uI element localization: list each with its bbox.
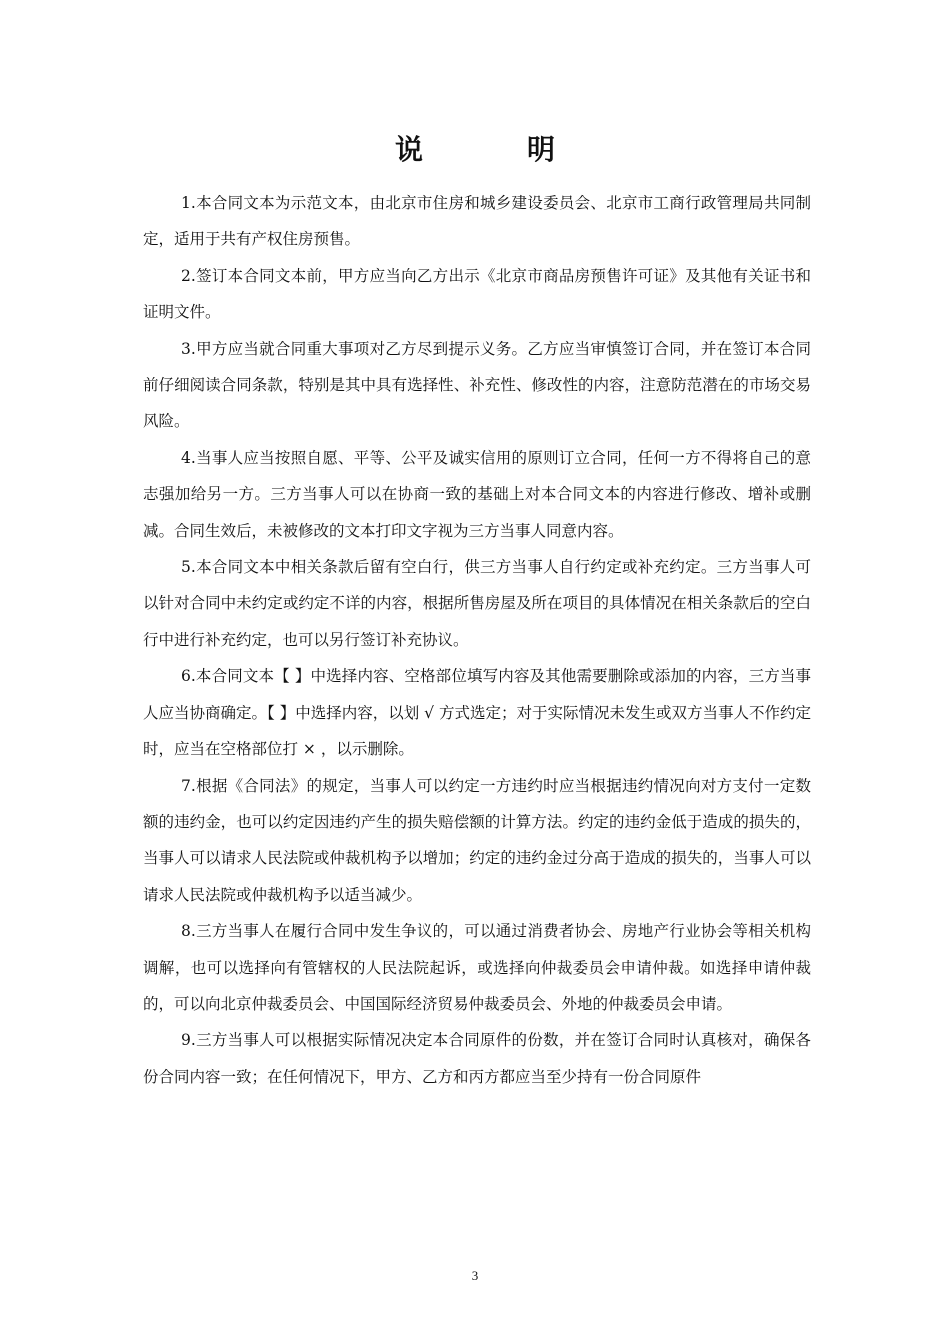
paragraph-2: 2.签订本合同文本前，甲方应当向乙方出示《北京市商品房预售许可证》及其他有关证书和证明文件。: [143, 266, 811, 322]
paragraph-1: 1.本合同文本为示范文本，由北京市住房和城乡建设委员会、北京市工商行政管理局共同制定，适用于共有产权住房预售。: [143, 194, 811, 249]
paragraph-9: 9.三方当事人可以根据实际情况决定本合同原件的份数，并在签订合同时认真核对，确保各份合同内容一致；在任何情况下，甲方、乙方和丙方都应当至少持有一份合同原件: [143, 1031, 811, 1086]
page-number: 3: [471, 1268, 479, 1283]
paragraph-4: 4.当事人应当按照自愿、平等、公平及诚实信用的原则订立合同，任何一方不得将自己的意志强加给另一方。三方当事人可以在协商一致的基础上对本合同文本的内容进行修改、增补或删减。合同生效后，未被修改的文本打印文字视为三方当事人同意内容。: [143, 448, 811, 540]
paragraph-3: 3.甲方应当就合同重大事项对乙方尽到提示义务。乙方应当审慎签订合同，并在签订本合同前仔细阅读合同条款，特别是其中具有选择性、补充性、修改性的内容，注意防范潜在的市场交易风险。: [143, 339, 811, 431]
paragraph-8: 8.三方当事人在履行合同中发生争议的，可以通过消费者协会、房地产行业协会等相关机构调解，也可以选择向有管辖权的人民法院起诉，或选择向仲裁委员会申请仲裁。如选择申请仲裁的，可以向北京仲裁委员会、中国国际经济贸易仲裁委员会、外地的仲裁委员会申请。: [143, 922, 811, 1013]
instructions-body: [143, 185, 811, 1095]
paragraph-5: 5.本合同文本中相关条款后留有空白行，供三方当事人自行约定或补充约定。三方当事人可以针对合同中未约定或约定不详的内容，根据所售房屋及所在项目的具体情况在相关条款后的空白行中进行补充约定，也可以另行签订补充协议。: [143, 558, 811, 649]
paragraph-6: 6.本合同文本【 】中选择内容、空格部位填写内容及其他需要删除或添加的内容，三方当事人应当协商确定。【 】中选择内容，以划 √ 方式选定；对于实际情况未发生或双方当事人不作约定时，应当在空格部位打 × ，以示删除。: [143, 667, 811, 759]
page-title: 说 明: [394, 133, 593, 166]
paragraph-7: 7.根据《合同法》的规定，当事人可以约定一方违约时应当根据违约情况向对方支付一定数额的违约金，也可以约定因违约产生的损失赔偿额的计算方法。约定的违约金低于造成的损失的，当事人可以请求人民法院或仲裁机构予以增加；约定的违约金过分高于造成的损失的，当事人可以请求人民法院或仲裁机构予以适当减少。: [143, 776, 811, 904]
